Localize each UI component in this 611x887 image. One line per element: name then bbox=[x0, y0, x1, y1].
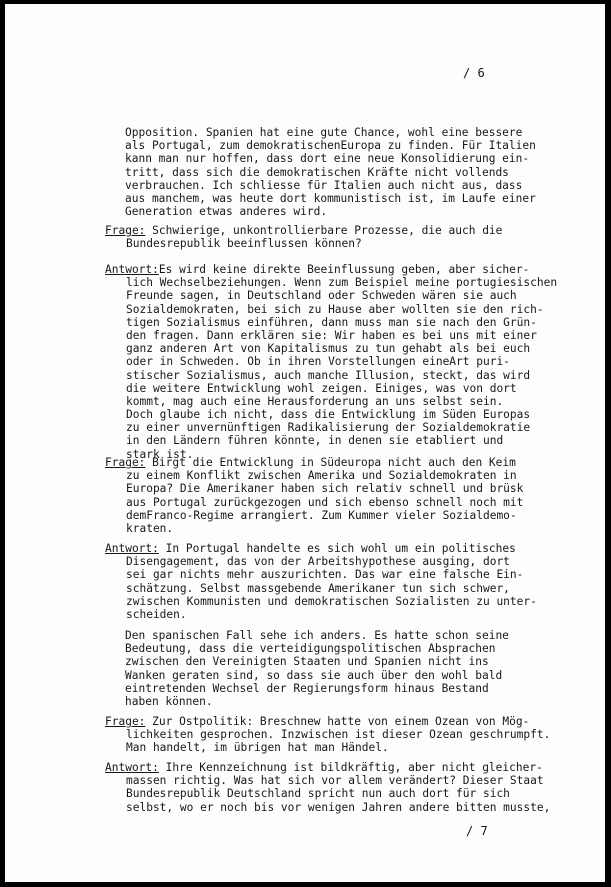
text-line: die weitere Entwicklung wohl zeigen. Einiges, was von dort bbox=[126, 381, 517, 395]
text-line: Es wird keine direkte Beeinflussung geben, aber sicher- bbox=[158, 263, 530, 276]
text-line: Schwierige, unkontrollierbare Prozesse, die auch die bbox=[145, 224, 503, 237]
text-line: tritt, dass sich die demokratischen Kräfte nicht vollends bbox=[125, 165, 509, 179]
text-line: scheiden. bbox=[126, 607, 187, 621]
text-line: Generation etwas anderes wird. bbox=[125, 205, 328, 219]
paragraph-continuation bbox=[125, 126, 536, 218]
text-line: aus manchem, was heute dort kommunistisch ist, im Laufe einer bbox=[125, 191, 536, 205]
text-line: massen richtig. Was hat sich vor allem verändert? Dieser Staat bbox=[126, 774, 544, 788]
text-line: tigen Sozialismus einführen, dann muss man sie nach den Grün- bbox=[126, 315, 537, 329]
text-line: Doch glaube ich nicht, dass die Entwicklung im Süden Europas bbox=[126, 408, 531, 422]
text-line: Freunde sagen, in Deutschland oder Schweden wären sie auch bbox=[126, 289, 517, 303]
text-line: zu einer unvernünftigen Radikalisierung der Sozialdemokratie bbox=[126, 421, 531, 435]
text-line: kommt, mag auch eine Herausforderung an uns selbst sein. bbox=[126, 394, 504, 408]
text-line: stark ist. bbox=[126, 447, 194, 461]
text-line: demFranco-Regime arrangiert. Zum Kummer vieler Sozialdemo- bbox=[126, 508, 517, 522]
answer-label: Antwort: bbox=[105, 263, 159, 276]
question-paragraph bbox=[105, 715, 550, 755]
text-line: selbst, wo er noch bis vor wenigen Jahren andere bitten musste, bbox=[126, 800, 551, 814]
text-line: oder in Schweden. Ob in ihren Vorstellungen eineArt puri- bbox=[126, 355, 510, 369]
text-line: verbrauchen. Ich schliesse für Italien auch nicht aus, dass bbox=[125, 178, 523, 192]
text-line: Bundesrepublik Deutschland spricht nun auch dort für sich bbox=[126, 787, 510, 801]
text-line: zwischen den Vereinigten Staaten und Spanien nicht ins bbox=[125, 655, 489, 669]
answer-label: Antwort: bbox=[105, 542, 159, 555]
question-paragraph bbox=[105, 456, 523, 535]
answer-paragraph bbox=[105, 263, 557, 461]
text-line: Man handelt, im übrigen hat man Händel. bbox=[126, 741, 389, 755]
answer-label: Antwort: bbox=[105, 761, 159, 774]
text-line: kraten. bbox=[126, 521, 174, 535]
question-label: Frage: bbox=[105, 224, 146, 237]
text-line: Den spanischen Fall sehe ich anders. Es hatte schon seine bbox=[125, 629, 509, 642]
text-line: sei gar nichts mehr auszurichten. Das war eine falsche Ein- bbox=[126, 568, 524, 582]
text-line: Bedeutung, dass die verteidigungspolitischen Absprachen bbox=[125, 642, 496, 656]
paragraph-continuation bbox=[125, 629, 509, 708]
page-number-bottom: / 7 bbox=[466, 824, 488, 838]
text-line: Zur Ostpolitik: Breschnew hatte von einem Ozean von Mög- bbox=[145, 715, 530, 728]
text-line: ganz anderen Art von Kapitalismus zu tun gehabt als bei euch bbox=[126, 342, 531, 356]
text-line: lich Wechselbeziehungen. Wenn zum Beispiel meine portugiesischen bbox=[126, 276, 558, 290]
answer-paragraph bbox=[105, 542, 537, 621]
text-line: aus Portugal zurückgezogen und sich ebenso schnell noch mit bbox=[126, 495, 524, 509]
document-page bbox=[5, 4, 605, 882]
text-line: Opposition. Spanien hat eine gute Chance, wohl eine bessere bbox=[125, 126, 523, 139]
text-line: lichkeiten gesprochen. Inzwischen ist dieser Ozean geschrumpft. bbox=[126, 728, 551, 742]
text-line: als Portugal, zum demokratischenEuropa zu finden. Für Italien bbox=[125, 139, 536, 153]
text-line: kann man nur hoffen, dass dort eine neue Konsolidierung ein- bbox=[125, 152, 530, 166]
text-line: In Portugal handelte es sich wohl um ein politisches bbox=[158, 542, 516, 555]
text-line: Ihre Kennzeichnung ist bildkräftig, aber nicht gleicher- bbox=[158, 761, 543, 774]
text-line: Bundesrepublik beeinflussen können? bbox=[126, 237, 362, 251]
question-label: Frage: bbox=[105, 456, 146, 469]
text-line: Birgt die Entwicklung in Südeuropa nicht auch den Keim bbox=[145, 456, 516, 469]
text-line: den fragen. Dann erklären sie: Wir haben es bei uns mit einer bbox=[126, 328, 537, 342]
text-line: zu einem Konflikt zwischen Amerika und Sozialdemokraten in bbox=[126, 469, 517, 483]
question-label: Frage: bbox=[105, 715, 146, 728]
text-line: Wanken geraten sind, so dass sie auch über den wohl bald bbox=[125, 668, 503, 682]
text-line: in den Ländern führen könnte, in denen sie etabliert und bbox=[126, 434, 504, 448]
text-line: zwischen Kommunisten und demokratischen Sozialisten zu unter- bbox=[126, 594, 537, 608]
text-line: Europa? Die Amerikaner haben sich relativ schnell und brüsk bbox=[126, 482, 524, 496]
text-line: eintretenden Wechsel der Regierungsform hinaus Bestand bbox=[125, 681, 489, 695]
text-line: Disengagement, das von der Arbeitshypothese ausging, dort bbox=[126, 555, 510, 569]
page-number-top: / 6 bbox=[463, 66, 485, 80]
text-line: Sozialdemokraten, bei sich zu Hause aber wollten sie den rich- bbox=[126, 302, 544, 316]
text-line: stischer Sozialismus, auch manche Illusion, steckt, das wird bbox=[126, 368, 531, 382]
text-line: haben können. bbox=[125, 694, 213, 708]
answer-paragraph bbox=[105, 761, 550, 814]
question-paragraph bbox=[105, 224, 502, 250]
text-line: schätzung. Selbst massgebende Amerikaner tun sich schwer, bbox=[126, 581, 510, 595]
